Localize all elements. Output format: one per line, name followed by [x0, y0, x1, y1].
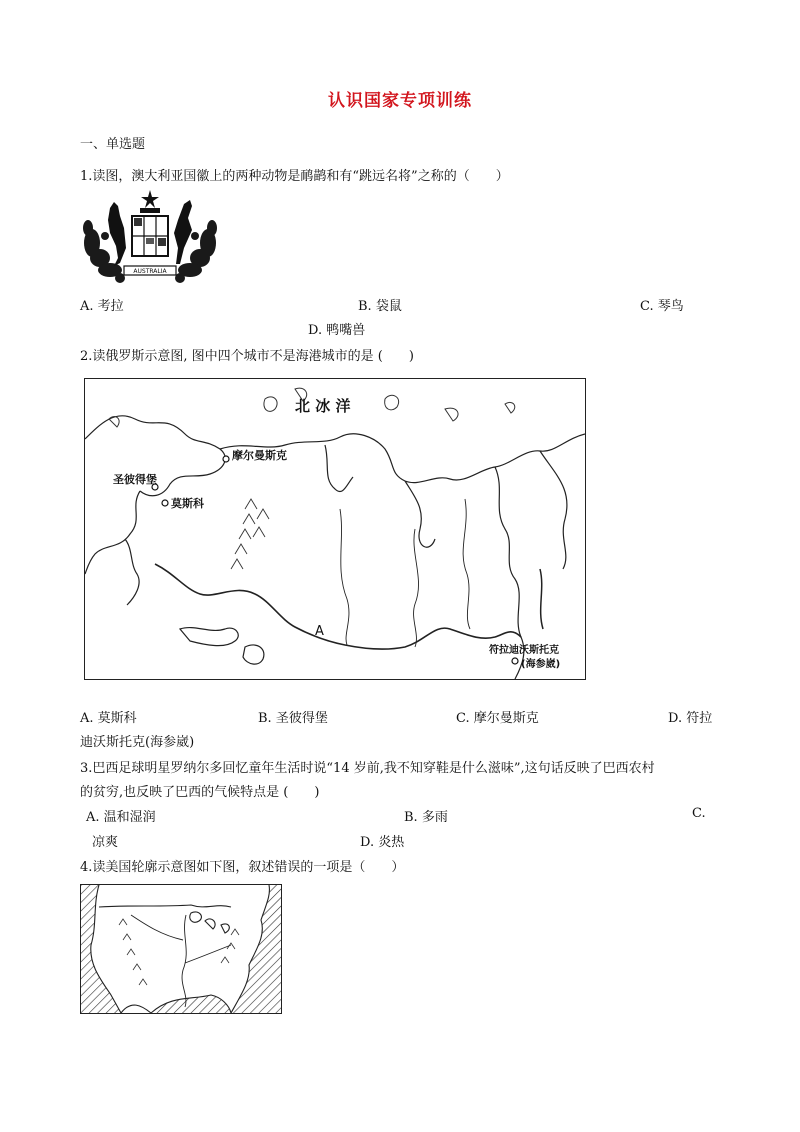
q1-option-d[interactable]: D. 鸭嘴兽 — [308, 323, 366, 338]
q3-option-c[interactable]: C. — [692, 806, 706, 821]
map-label-st-petersburg: 圣彼得堡 — [113, 473, 157, 486]
question-3-stem-line1: 3.巴西足球明星罗纳尔多回忆童年生活时说“14 岁前,我不知穿鞋是什么滋味”,这句话反映了巴西农村 — [80, 761, 655, 776]
q3-option-b[interactable]: B. 多雨 — [404, 810, 448, 825]
q1-option-b[interactable]: B. 袋鼠 — [358, 299, 402, 314]
map-label-a: A — [315, 624, 324, 639]
q2-option-a[interactable]: A. 莫斯科 — [80, 711, 137, 726]
q2-option-d[interactable]: D. 符拉 — [668, 711, 713, 726]
page-title: 认识国家专项训练 — [328, 91, 472, 111]
q2-option-c[interactable]: C. 摩尔曼斯克 — [456, 711, 539, 726]
question-4-stem: 4.读美国轮廓示意图如下图，叙述错误的一项是（ ） — [80, 860, 405, 875]
map-label-arctic-ocean: 北 冰 洋 — [295, 397, 351, 415]
emblem-scroll-text: AUSTRALIA — [133, 268, 167, 275]
section-heading: 一、单选题 — [80, 137, 146, 152]
q2-option-b[interactable]: B. 圣彼得堡 — [258, 711, 328, 726]
question-3-stem-line2: 的贫穷,也反映了巴西的气候特点是 ( ) — [80, 785, 320, 800]
q3-option-d[interactable]: D. 炎热 — [360, 835, 405, 850]
q3-option-a[interactable]: A. 温和湿润 — [86, 810, 156, 825]
q1-option-a[interactable]: A. 考拉 — [80, 299, 124, 314]
map-label-haishenwai: (海参崴) — [521, 659, 561, 670]
q3-option-c-continued: 凉爽 — [92, 835, 119, 850]
usa-outline-map-figure — [80, 884, 282, 1014]
q2-option-d-continued: 迪沃斯托克(海参崴) — [80, 735, 195, 750]
question-1-stem: 1.读图，澳大利亚国徽上的两种动物是鸸鹋和有“跳远名将”之称的（ ） — [80, 169, 509, 184]
russia-map-figure — [84, 378, 586, 680]
map-label-moscow: 莫斯科 — [171, 497, 204, 510]
q1-option-c[interactable]: C. 琴鸟 — [640, 299, 684, 314]
map-label-murmansk: 摩尔曼斯克 — [232, 449, 287, 462]
map-label-vladivostok: 符拉迪沃斯托克 — [489, 645, 559, 656]
question-2-stem: 2.读俄罗斯示意图, 图中四个城市不是海港城市的是 ( ) — [80, 349, 414, 364]
australia-coat-of-arms-image — [80, 188, 220, 288]
